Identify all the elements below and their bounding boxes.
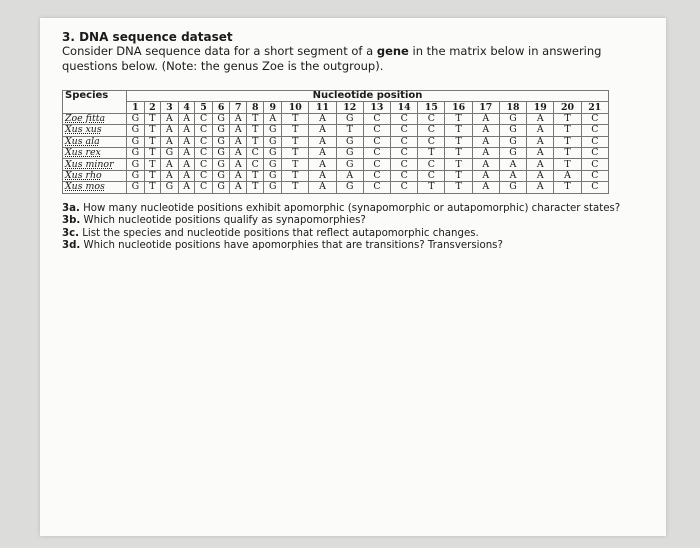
species-name: Xus xus	[63, 125, 127, 136]
nucleotide-cell: C	[363, 147, 390, 158]
nucleotide-cell: C	[418, 125, 445, 136]
nucleotide-cell: C	[363, 113, 390, 124]
nucleotide-cell: A	[336, 170, 363, 181]
nucleotide-cell: C	[418, 136, 445, 147]
nucleotide-cell: T	[247, 182, 264, 193]
nucleotide-cell: A	[309, 182, 336, 193]
dna-matrix-table	[62, 90, 609, 194]
nucleotide-cell: G	[160, 147, 178, 158]
nucleotide-cell: G	[127, 125, 145, 136]
questions	[62, 203, 652, 253]
nucleotide-cell: G	[264, 159, 282, 170]
question-label: 3c.	[62, 227, 79, 239]
nucleotide-cell: A	[230, 125, 247, 136]
nucleotide-cell: C	[391, 182, 418, 193]
nucleotide-cell: G	[499, 182, 526, 193]
question-text: How many nucleotide positions exhibit apomorphic (synapomorphic or autapomorphic) character states?	[83, 202, 621, 214]
nucleotide-cell: G	[212, 136, 230, 147]
nucleotide-cell: A	[527, 136, 554, 147]
nucleotide-cell: A	[160, 136, 178, 147]
column-number: 21	[581, 102, 608, 113]
column-number: 12	[336, 102, 363, 113]
document-page	[40, 18, 666, 536]
nucleotide-cell: A	[178, 113, 195, 124]
column-number: 7	[230, 102, 247, 113]
nucleotide-cell: A	[160, 159, 178, 170]
nucleotide-cell: T	[144, 125, 160, 136]
column-number: 15	[418, 102, 445, 113]
nucleotide-cell: T	[144, 170, 160, 181]
nucleotide-cell: A	[499, 159, 526, 170]
question-text: Which nucleotide positions qualify as synapomorphies?	[83, 215, 366, 227]
column-number: 5	[195, 102, 212, 113]
nucleotide-cell: G	[264, 170, 282, 181]
nucleotide-cell: C	[391, 170, 418, 181]
column-number: 9	[264, 102, 282, 113]
nucleotide-cell: G	[212, 125, 230, 136]
nucleotide-cell: C	[581, 182, 608, 193]
nucleotide-cell: C	[581, 125, 608, 136]
nucleotide-cell: G	[212, 159, 230, 170]
nucleotide-cell: A	[527, 170, 554, 181]
species-name: Xus rho	[63, 170, 127, 181]
nucleotide-cell: A	[178, 182, 195, 193]
table-row	[63, 113, 609, 124]
nucleotide-cell: A	[472, 159, 499, 170]
nucleotide-cell: T	[282, 170, 309, 181]
nucleotide-cell: A	[178, 136, 195, 147]
nucleotide-cell: G	[127, 159, 145, 170]
nucleotide-cell: T	[247, 170, 264, 181]
nucleotide-cell: T	[554, 125, 581, 136]
nucleotide-cell: A	[160, 125, 178, 136]
column-number: 2	[144, 102, 160, 113]
nucleotide-cell: C	[195, 147, 212, 158]
question-label: 3d.	[62, 240, 81, 252]
nucleotide-cell: C	[195, 125, 212, 136]
nucleotide-cell: A	[472, 170, 499, 181]
column-number: 10	[282, 102, 309, 113]
nucleotide-cell: C	[363, 125, 390, 136]
nucleotide-cell: A	[230, 136, 247, 147]
nucleotide-cell: G	[212, 182, 230, 193]
table-row	[63, 125, 609, 136]
nucleotide-cell: C	[581, 147, 608, 158]
nucleotide-cell: C	[247, 159, 264, 170]
nucleotide-cell: T	[282, 125, 309, 136]
nucleotide-cell: T	[418, 182, 445, 193]
nucleotide-cell: A	[309, 159, 336, 170]
nucleotide-cell: G	[336, 113, 363, 124]
nucleotide-cell: C	[581, 136, 608, 147]
nucleotide-cell: A	[527, 182, 554, 193]
nucleotide-cell: G	[212, 147, 230, 158]
table-row	[63, 136, 609, 147]
question-text: List the species and nucleotide positions that reflect autapomorphic changes.	[82, 227, 479, 239]
nucleotide-cell: G	[127, 136, 145, 147]
nucleotide-cell: C	[195, 136, 212, 147]
column-number: 13	[363, 102, 390, 113]
nucleotide-cell: A	[309, 170, 336, 181]
column-number: 20	[554, 102, 581, 113]
column-number: 1	[127, 102, 145, 113]
column-number: 16	[445, 102, 472, 113]
species-name: Xus mos	[63, 182, 127, 193]
nucleotide-cell: T	[282, 182, 309, 193]
nucleotide-cell: C	[363, 182, 390, 193]
position-header: Nucleotide position	[127, 91, 609, 102]
nucleotide-cell: T	[144, 113, 160, 124]
question-label: 3a.	[62, 202, 80, 214]
intro-before: Consider DNA sequence data for a short segment of a	[62, 44, 377, 58]
nucleotide-cell: A	[178, 159, 195, 170]
nucleotide-cell: C	[418, 170, 445, 181]
nucleotide-cell: A	[178, 125, 195, 136]
nucleotide-cell: T	[554, 113, 581, 124]
nucleotide-cell: A	[527, 125, 554, 136]
nucleotide-cell: T	[445, 159, 472, 170]
intro-bold: gene	[376, 44, 409, 58]
question-item	[62, 240, 652, 253]
nucleotide-cell: A	[527, 113, 554, 124]
nucleotide-cell: G	[336, 147, 363, 158]
nucleotide-cell: T	[247, 125, 264, 136]
column-number: 18	[499, 102, 526, 113]
species-name: Xus minor	[63, 159, 127, 170]
column-number: 8	[247, 102, 264, 113]
nucleotide-cell: C	[418, 113, 445, 124]
intro-after: in the matrix below in answering questions below. (Note: the genus Zoe is the outgroup).	[62, 44, 602, 73]
question-item	[62, 215, 652, 228]
species-name: Xus rex	[63, 147, 127, 158]
nucleotide-cell: A	[309, 113, 336, 124]
nucleotide-cell: T	[144, 136, 160, 147]
question-label: 3b.	[62, 215, 81, 227]
nucleotide-cell: C	[391, 147, 418, 158]
nucleotide-cell: T	[445, 136, 472, 147]
nucleotide-cell: C	[581, 159, 608, 170]
nucleotide-cell: C	[195, 159, 212, 170]
nucleotide-cell: G	[336, 182, 363, 193]
nucleotide-cell: C	[391, 159, 418, 170]
column-number: 19	[527, 102, 554, 113]
nucleotide-cell: T	[144, 159, 160, 170]
nucleotide-cell: A	[527, 159, 554, 170]
nucleotide-cell: A	[230, 147, 247, 158]
nucleotide-cell: C	[418, 159, 445, 170]
nucleotide-cell: A	[472, 125, 499, 136]
species-header: Species	[63, 91, 127, 114]
nucleotide-cell: G	[499, 113, 526, 124]
nucleotide-cell: T	[144, 182, 160, 193]
nucleotide-cell: A	[499, 170, 526, 181]
question-text: Which nucleotide positions have apomorphies that are transitions? Transversions?	[83, 240, 503, 252]
nucleotide-cell: G	[264, 147, 282, 158]
species-name: Xus ala	[63, 136, 127, 147]
nucleotide-cell: C	[195, 113, 212, 124]
nucleotide-cell: A	[309, 147, 336, 158]
nucleotide-cell: A	[230, 113, 247, 124]
nucleotide-cell: G	[127, 170, 145, 181]
nucleotide-cell: A	[472, 182, 499, 193]
nucleotide-cell: A	[178, 147, 195, 158]
nucleotide-cell: T	[445, 125, 472, 136]
nucleotide-cell: C	[363, 170, 390, 181]
nucleotide-cell: A	[230, 159, 247, 170]
column-numbers-row	[63, 102, 609, 113]
column-number: 6	[212, 102, 230, 113]
nucleotide-cell: A	[309, 125, 336, 136]
nucleotide-cell: T	[247, 136, 264, 147]
nucleotide-cell: C	[581, 170, 608, 181]
nucleotide-cell: T	[554, 147, 581, 158]
nucleotide-cell: T	[282, 147, 309, 158]
column-number: 3	[160, 102, 178, 113]
nucleotide-cell: A	[472, 147, 499, 158]
nucleotide-cell: G	[212, 113, 230, 124]
nucleotide-cell: C	[391, 136, 418, 147]
nucleotide-cell: C	[195, 170, 212, 181]
nucleotide-cell: T	[282, 159, 309, 170]
nucleotide-cell: C	[363, 136, 390, 147]
nucleotide-cell: A	[160, 113, 178, 124]
intro-text	[62, 44, 652, 74]
nucleotide-cell: T	[445, 113, 472, 124]
nucleotide-cell: G	[127, 182, 145, 193]
nucleotide-cell: A	[230, 182, 247, 193]
nucleotide-cell: T	[144, 147, 160, 158]
nucleotide-cell: G	[127, 147, 145, 158]
nucleotide-cell: G	[499, 125, 526, 136]
table-row	[63, 182, 609, 193]
nucleotide-cell: G	[127, 113, 145, 124]
nucleotide-cell: G	[336, 136, 363, 147]
nucleotide-cell: T	[282, 136, 309, 147]
nucleotide-cell: A	[472, 136, 499, 147]
nucleotide-cell: A	[527, 147, 554, 158]
table-row	[63, 170, 609, 181]
nucleotide-cell: G	[264, 182, 282, 193]
nucleotide-cell: T	[336, 125, 363, 136]
nucleotide-cell: G	[336, 159, 363, 170]
nucleotide-cell: C	[195, 182, 212, 193]
nucleotide-cell: G	[264, 125, 282, 136]
content	[62, 30, 652, 253]
question-item	[62, 228, 652, 241]
nucleotide-cell: A	[309, 136, 336, 147]
nucleotide-cell: T	[445, 182, 472, 193]
nucleotide-cell: A	[472, 113, 499, 124]
nucleotide-cell: T	[282, 113, 309, 124]
table-header-row	[63, 91, 609, 102]
species-name: Zoe fitta	[63, 113, 127, 124]
nucleotide-cell: A	[160, 170, 178, 181]
nucleotide-cell: C	[247, 147, 264, 158]
heading: 3. DNA sequence dataset	[62, 30, 233, 44]
nucleotide-cell: C	[581, 113, 608, 124]
question-item	[62, 203, 652, 216]
nucleotide-cell: C	[391, 125, 418, 136]
table-body	[63, 113, 609, 193]
column-number: 14	[391, 102, 418, 113]
nucleotide-cell: A	[178, 170, 195, 181]
nucleotide-cell: G	[499, 136, 526, 147]
table-row	[63, 159, 609, 170]
nucleotide-cell: C	[391, 113, 418, 124]
nucleotide-cell: G	[499, 147, 526, 158]
nucleotide-cell: A	[554, 170, 581, 181]
nucleotide-cell: T	[554, 159, 581, 170]
nucleotide-cell: A	[230, 170, 247, 181]
column-number: 11	[309, 102, 336, 113]
nucleotide-cell: T	[554, 136, 581, 147]
nucleotide-cell: T	[554, 182, 581, 193]
nucleotide-cell: T	[418, 147, 445, 158]
column-number: 4	[178, 102, 195, 113]
column-number: 17	[472, 102, 499, 113]
nucleotide-cell: G	[160, 182, 178, 193]
nucleotide-cell: T	[445, 147, 472, 158]
nucleotide-cell: T	[247, 113, 264, 124]
nucleotide-cell: T	[445, 170, 472, 181]
table-row	[63, 147, 609, 158]
nucleotide-cell: G	[212, 170, 230, 181]
nucleotide-cell: A	[264, 113, 282, 124]
nucleotide-cell: C	[363, 159, 390, 170]
nucleotide-cell: G	[264, 136, 282, 147]
